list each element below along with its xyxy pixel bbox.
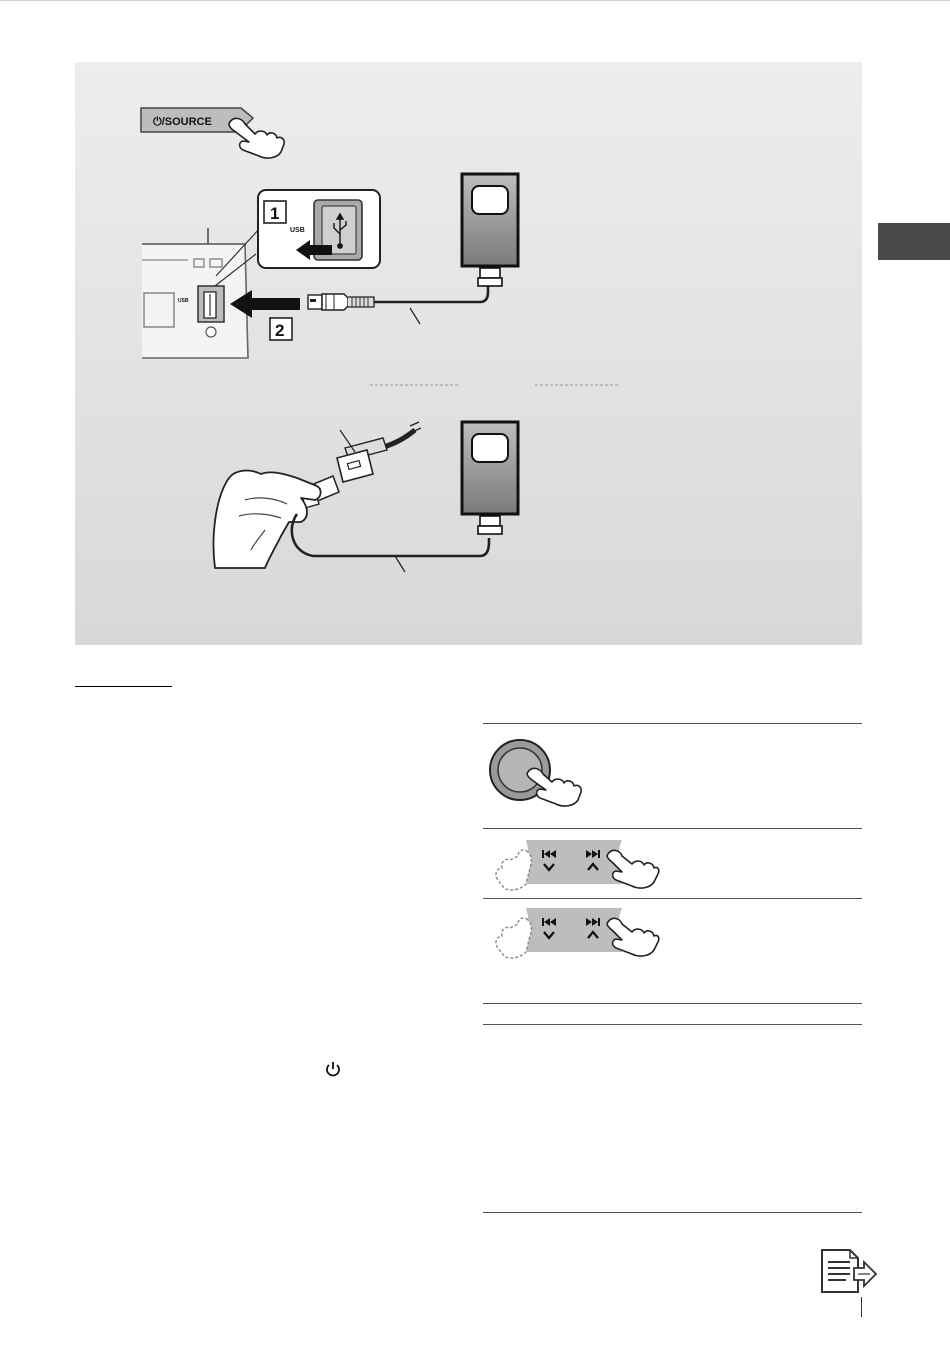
table-rule-3 bbox=[483, 1003, 862, 1004]
dashed-separators bbox=[370, 382, 630, 388]
step-two-marker: 2 bbox=[275, 321, 285, 340]
table-rule-4 bbox=[483, 1024, 862, 1025]
section-heading-underline bbox=[75, 686, 172, 687]
pointing-hand-icon bbox=[496, 918, 531, 958]
power-icon bbox=[324, 1060, 342, 1078]
page-next-icon[interactable] bbox=[818, 1248, 880, 1294]
hand-connecting-cable-diagram bbox=[205, 418, 435, 578]
skip-buttons-illustration-2 bbox=[490, 906, 660, 962]
table-rule-top bbox=[483, 723, 862, 724]
page-edge-marker bbox=[861, 1297, 862, 1317]
pointing-hand-icon bbox=[229, 118, 284, 158]
top-rule bbox=[0, 0, 950, 1]
step-one-marker: 1 bbox=[270, 204, 280, 223]
control-knob-illustration bbox=[486, 738, 586, 810]
source-button-illustration bbox=[135, 100, 285, 162]
table-rule-2 bbox=[483, 898, 862, 899]
pointing-hand-icon bbox=[496, 850, 531, 890]
usb-device-top bbox=[460, 172, 522, 294]
usb-device-bottom bbox=[460, 418, 522, 540]
usb-label-panel: USB bbox=[178, 298, 189, 304]
usb-label-zoom: USB bbox=[290, 227, 305, 234]
source-button-label: ⏻/SOURCE bbox=[153, 116, 212, 128]
skip-buttons-illustration-1 bbox=[490, 838, 660, 894]
table-rule-bottom bbox=[483, 1212, 862, 1213]
section-side-tab bbox=[878, 223, 950, 260]
table-rule-1 bbox=[483, 828, 862, 829]
